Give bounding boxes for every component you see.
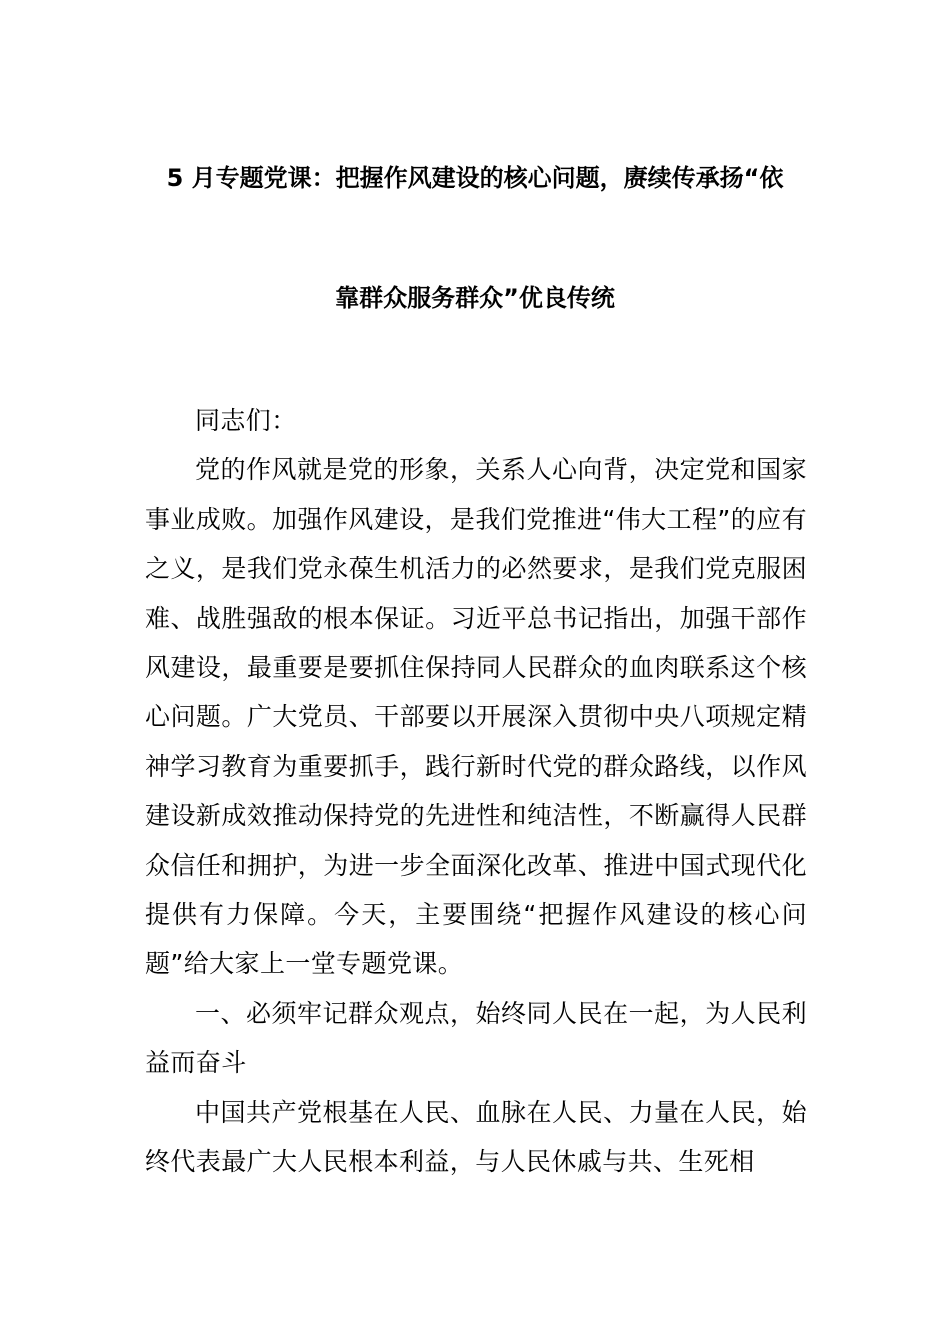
intro-paragraph: 党的作风就是党的形象，关系人心向背，决定党和国家事业成败。加强作风建设，是我们党推进“伟大工程”的应有之义，是我们党永葆生机活力的必然要求，是我们党克服困难、战胜强敌的根本保证。习近平总书记指出，加强干部作风建设，最重要是要抓住保持同人民群众的血肉联系这个核心问题。广大党员、干部要以开展深入贯彻中央八项规定精神学习教育为重要抓手，践行新时代党的群众路线，以作风建设新成效推动保持党的先进性和纯洁性，不断赢得人民群众信任和拥护，为进一步全面深化改革、推进中国式现代化提供有力保障。今天，主要围绕“把握作风建设的核心问题”给大家上一堂专题党课。 — [145, 455, 807, 979]
section-1-paragraph: 中国共产党根基在人民、血脉在人民、力量在人民，始终代表最广大人民根本利益，与人民休戚与共、生死相 — [145, 1097, 807, 1177]
document-title-line-1: 5 月专题党课：把握作风建设的核心问题，赓续传承扬“依 — [166, 164, 784, 192]
document-title-line-2: 靠群众服务群众”优良传统 — [335, 284, 615, 312]
document-body — [145, 396, 807, 1187]
section-heading-1: 一、必须牢记群众观点，始终同人民在一起，为人民利益而奋斗 — [145, 998, 807, 1078]
salutation-paragraph: 同志们： — [195, 406, 297, 435]
